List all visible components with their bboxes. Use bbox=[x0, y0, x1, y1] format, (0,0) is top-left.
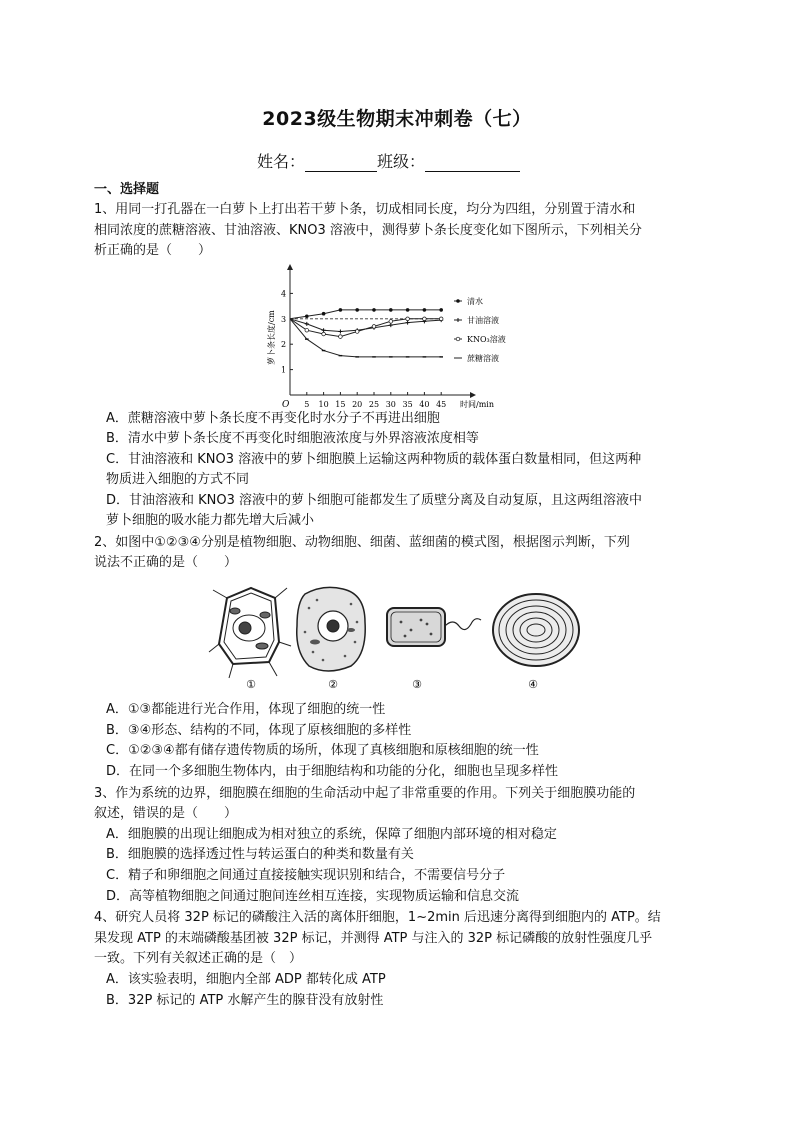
x-tick-label: 5 bbox=[304, 400, 310, 408]
cyanobacterium-image bbox=[493, 594, 579, 666]
series-line bbox=[290, 319, 441, 332]
legend-label: 清水 bbox=[467, 297, 483, 306]
figure-label: ③ bbox=[412, 678, 422, 691]
data-point bbox=[372, 325, 376, 329]
q2-option-b[interactable]: B．③④形态、结构的不同，体现了原核细胞的多样性 bbox=[106, 723, 412, 738]
q3-stem-line: 3、作为系统的边界，细胞膜在细胞的生命活动中起了非常重要的作用。下列关于细胞膜功能的 bbox=[94, 786, 636, 801]
q2-option-a[interactable]: A．①③都能进行光合作用，体现了细胞的统一性 bbox=[106, 702, 386, 717]
legend-label: 蔗糖溶液 bbox=[467, 354, 499, 363]
x-tick-label: 15 bbox=[335, 400, 346, 408]
q4-option-b[interactable]: B．32P 标记的 ATP 水解产生的腺苷没有放射性 bbox=[106, 993, 384, 1008]
data-point bbox=[322, 328, 326, 332]
student-info-bar bbox=[257, 149, 520, 172]
y-tick-label: 4 bbox=[281, 289, 287, 299]
q1-option-c-cont: 物质进入细胞的方式不同 bbox=[106, 472, 250, 487]
q4-option-a[interactable]: A．该实验表明，细胞内全部 ADP 都转化成 ATP bbox=[106, 972, 386, 987]
q2-option-c[interactable]: C．①②③④都有储存遗传物质的场所，体现了真核细胞和原核细胞的统一性 bbox=[106, 743, 539, 758]
data-point bbox=[339, 308, 343, 312]
legend-marker bbox=[456, 318, 460, 322]
data-point bbox=[305, 322, 309, 326]
data-point bbox=[305, 328, 309, 332]
data-point bbox=[389, 308, 393, 312]
x-tick-label: 45 bbox=[436, 400, 447, 408]
q3-option-c[interactable]: C．精子和卵细胞之间通过直接接触实现识别和结合，不需要信号分子 bbox=[106, 868, 506, 883]
q1-option-b[interactable]: B．清水中萝卜条长度不再变化时细胞液浓度与外界溶液浓度相等 bbox=[106, 431, 479, 446]
data-point bbox=[355, 308, 359, 312]
page-title: 2023级生物期末冲刺卷（七） bbox=[262, 108, 532, 130]
x-tick-label: 25 bbox=[368, 400, 380, 408]
q2-option-d[interactable]: D．在同一个多细胞生物体内，由于细胞结构和功能的分化，细胞也呈现多样性 bbox=[106, 764, 559, 779]
x-axis-arrow bbox=[470, 392, 476, 398]
q3-stem-line: 叙述，错误的是（ ） bbox=[94, 806, 238, 821]
data-point bbox=[439, 308, 443, 312]
series-line bbox=[290, 319, 441, 357]
bacterium-image bbox=[387, 608, 481, 646]
q3-option-b[interactable]: B．细胞膜的选择透过性与转运蛋白的种类和数量有关 bbox=[106, 847, 414, 862]
q1-stem-line: 相同浓度的蔗糖溶液、甘油溶液、KNO3 溶液中，测得萝卜条长度变化如下图所示，下列相关分 bbox=[94, 223, 642, 238]
q2-cell-figure bbox=[205, 580, 590, 692]
q3-option-d[interactable]: D．高等植物细胞之间通过胞间连丝相互连接，实现物质运输和信息交流 bbox=[106, 889, 520, 904]
x-tick-label: 40 bbox=[419, 400, 430, 408]
q4-stem-line: 果发现 ATP 的末端磷酸基团被 32P 标记，并测得 ATP 与注入的 32P 标记磷酸的放射性强度几乎 bbox=[94, 931, 653, 946]
data-point bbox=[322, 332, 326, 336]
q2-stem-line: 说法不正确的是（ ） bbox=[94, 555, 238, 570]
y-axis-arrow bbox=[287, 264, 293, 270]
data-point bbox=[339, 335, 343, 339]
q1-line-chart bbox=[262, 262, 532, 408]
chart-xlabel: 时间/min bbox=[460, 400, 494, 408]
name-blank[interactable] bbox=[305, 157, 377, 172]
data-point bbox=[372, 308, 376, 312]
x-tick-label: 10 bbox=[318, 400, 329, 408]
data-point bbox=[423, 317, 427, 321]
data-point bbox=[439, 317, 443, 321]
data-point bbox=[406, 317, 410, 321]
class-label: 班级： bbox=[377, 152, 426, 171]
data-point bbox=[338, 330, 342, 334]
x-tick-label: 35 bbox=[402, 400, 413, 408]
chart-origin-label: O bbox=[282, 400, 290, 408]
data-point bbox=[355, 330, 359, 334]
x-tick-label: 20 bbox=[352, 400, 363, 408]
q1-stem-line: 析正确的是（ ） bbox=[94, 243, 212, 258]
figure-label: ④ bbox=[528, 678, 538, 691]
data-point bbox=[389, 320, 393, 324]
q1-option-d-cont: 萝卜细胞的吸水能力都先增大后减小 bbox=[106, 513, 315, 528]
data-point bbox=[406, 308, 410, 312]
legend-label: KNO₃溶液 bbox=[467, 335, 506, 344]
legend-marker bbox=[456, 337, 460, 341]
q4-stem-line: 4、研究人员将 32P 标记的磷酸注入活的离体肝细胞，1~2min 后迅速分离得到细胞内的 ATP。结 bbox=[94, 910, 661, 925]
q3-option-a[interactable]: A．细胞膜的出现让细胞成为相对独立的系统，保障了细胞内部环境的相对稳定 bbox=[106, 827, 557, 842]
legend-label: 甘油溶液 bbox=[467, 316, 499, 325]
legend-marker bbox=[456, 299, 460, 303]
data-point bbox=[305, 314, 309, 318]
q1-option-c[interactable]: C．甘油溶液和 KNO3 溶液中的萝卜细胞膜上运输这两种物质的载体蛋白数量相同，但这两种 bbox=[106, 452, 642, 467]
class-blank[interactable] bbox=[425, 157, 520, 172]
x-tick-label: 30 bbox=[385, 400, 396, 408]
figure-label: ② bbox=[328, 678, 338, 691]
q1-option-a[interactable]: A．蔗糖溶液中萝卜条长度不再变化时水分子不再进出细胞 bbox=[106, 411, 440, 426]
name-label: 姓名： bbox=[257, 152, 306, 171]
q1-option-d[interactable]: D．甘油溶液和 KNO3 溶液中的萝卜细胞可能都发生了质壁分离及自动复原，且这两组溶液中 bbox=[106, 493, 643, 508]
animal-cell-image bbox=[297, 587, 365, 671]
q4-stem-line: 一致。下列有关叙述正确的是（ ） bbox=[94, 951, 303, 966]
y-tick-label: 3 bbox=[281, 314, 287, 324]
data-point bbox=[406, 321, 410, 325]
chart-ylabel: 萝卜条长度/cm bbox=[267, 310, 276, 365]
data-point bbox=[423, 308, 427, 312]
y-tick-label: 2 bbox=[281, 340, 287, 350]
figure-label: ① bbox=[246, 678, 256, 691]
y-tick-label: 1 bbox=[281, 365, 287, 375]
q1-stem-line: 1、用同一打孔器在一白萝卜上打出若干萝卜条，切成相同长度，均分为四组，分别置于清水和 bbox=[94, 202, 636, 217]
data-point bbox=[389, 323, 393, 327]
plant-cell-image bbox=[209, 588, 291, 678]
section-heading: 一、选择题 bbox=[94, 182, 160, 197]
data-point bbox=[322, 312, 326, 316]
q2-stem-line: 2、如图中①②③④分别是植物细胞、动物细胞、细菌、蓝细菌的模式图，根据图示判断，下列 bbox=[94, 535, 630, 550]
series-line bbox=[290, 310, 441, 319]
